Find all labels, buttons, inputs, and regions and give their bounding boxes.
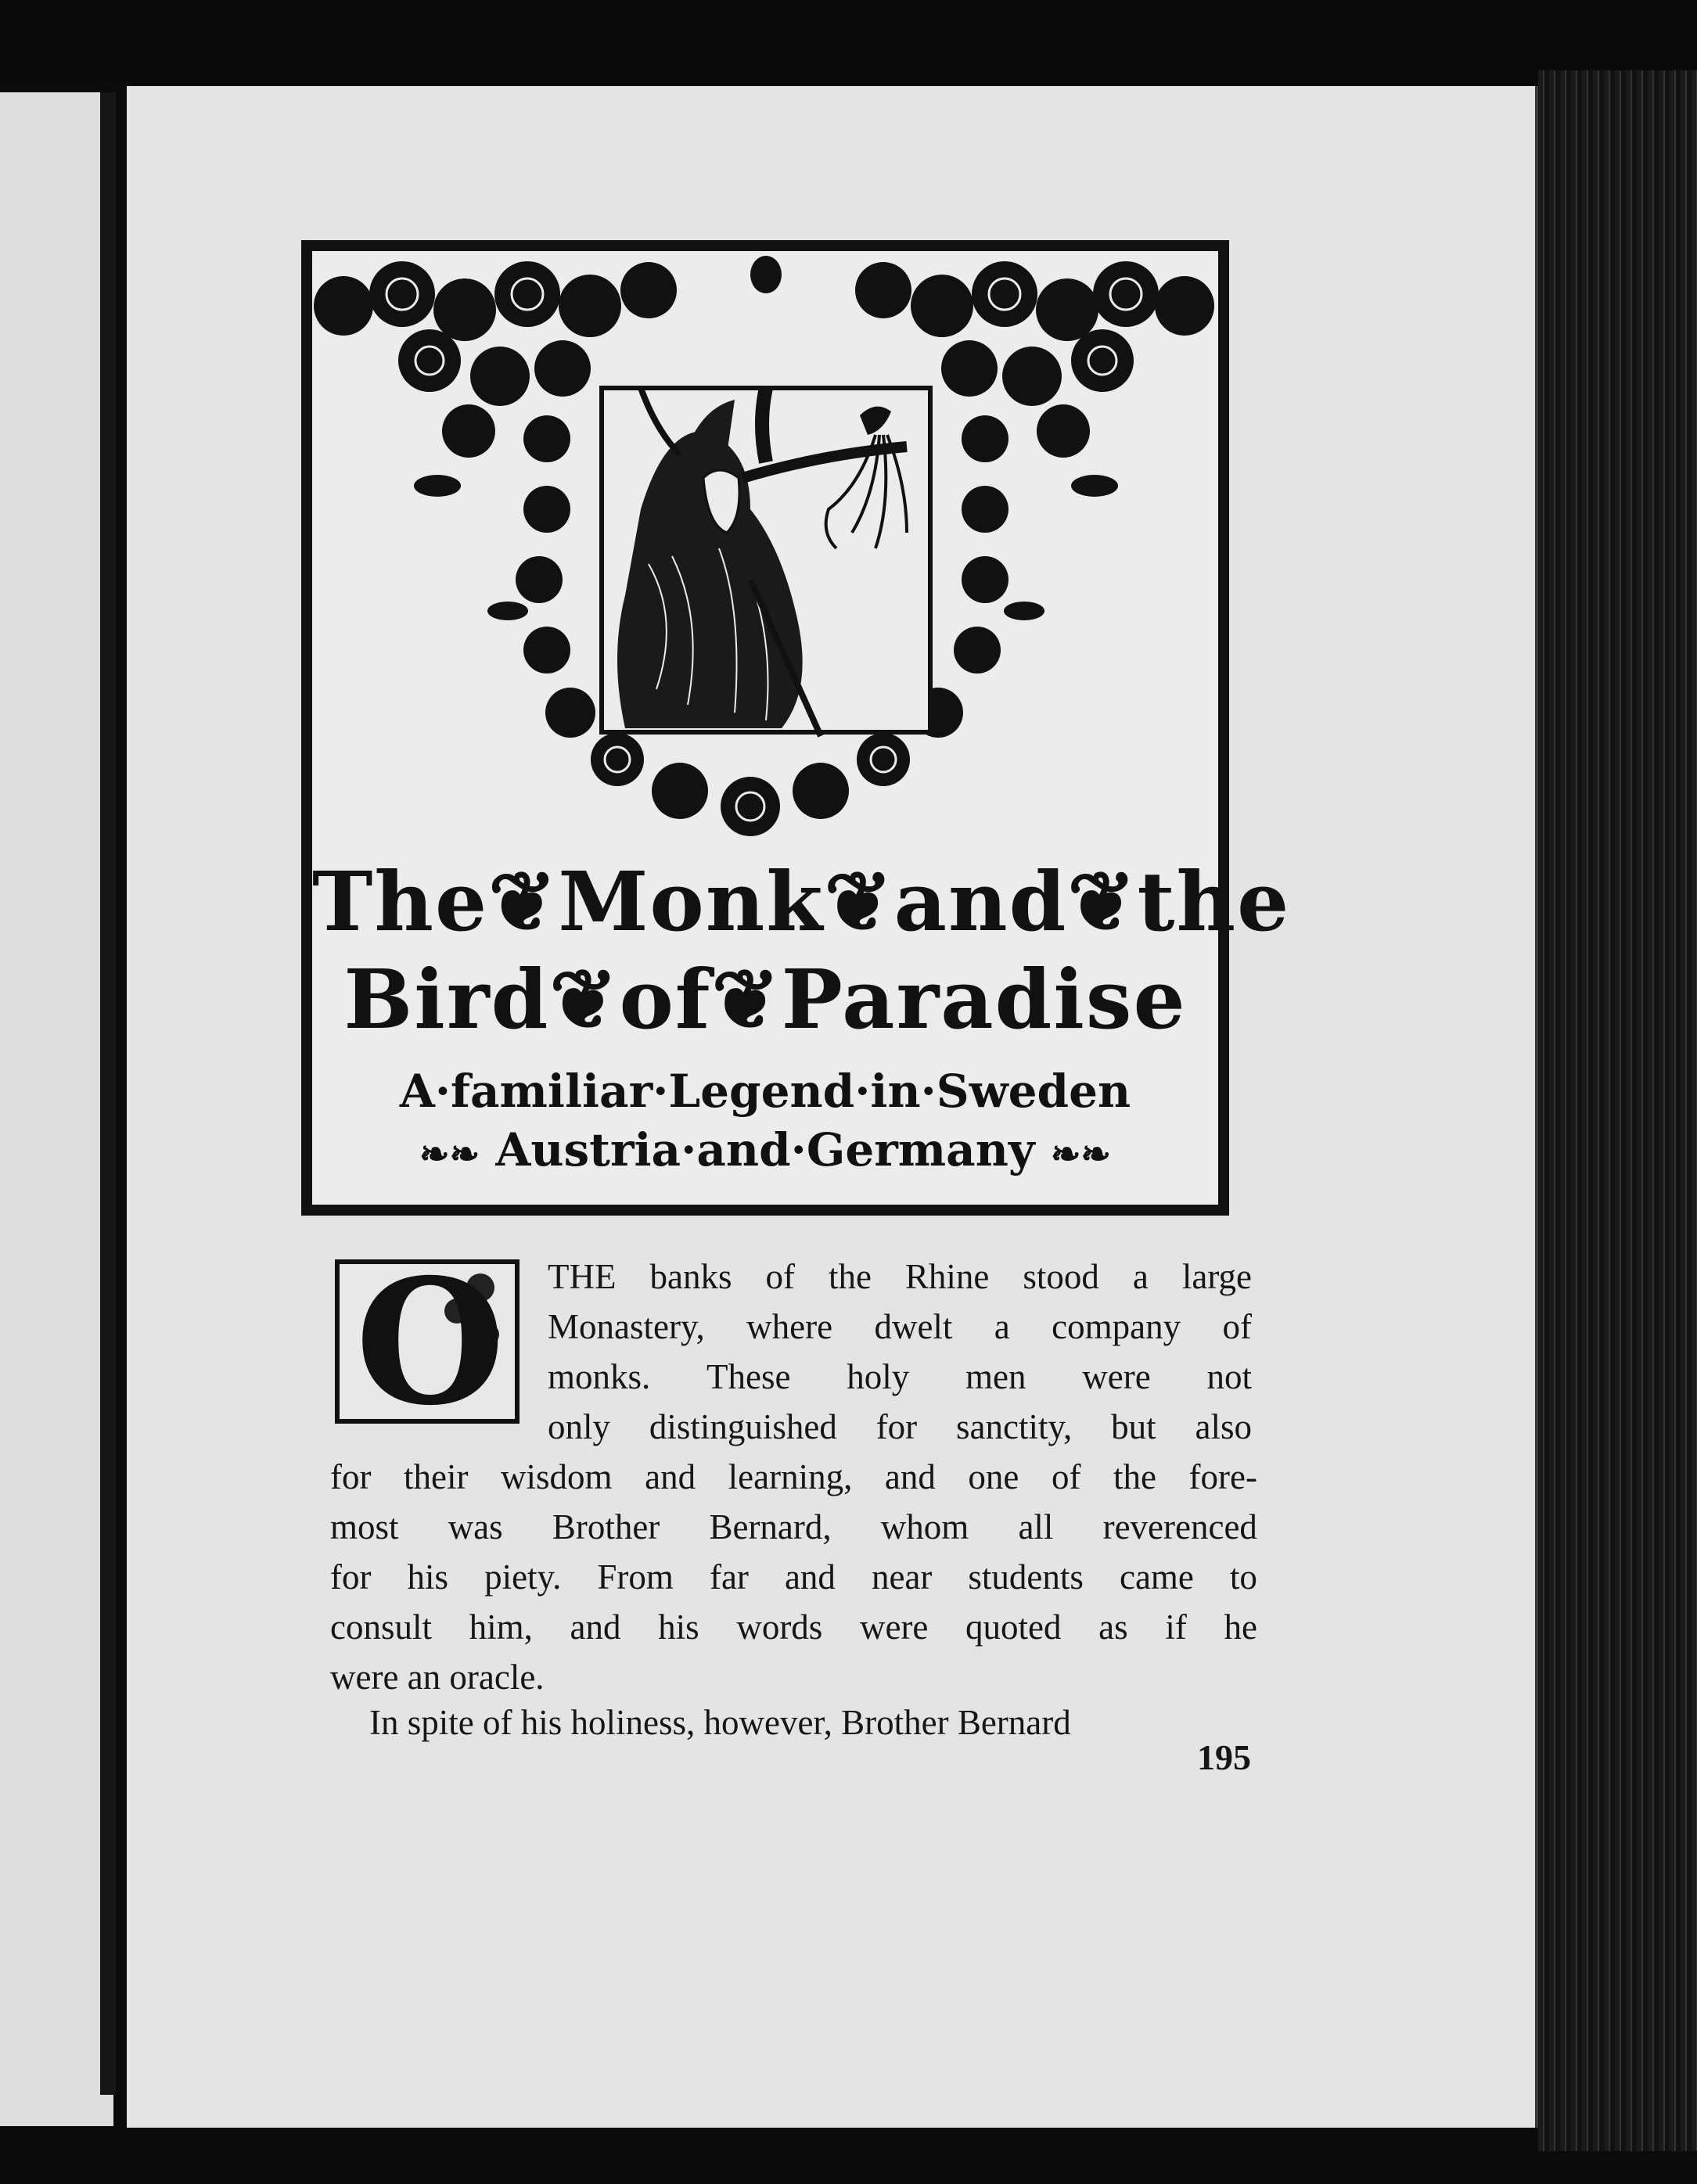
word: Brother: [552, 1507, 660, 1546]
word: were: [1082, 1357, 1151, 1396]
word: to: [1229, 1557, 1257, 1597]
word: for: [330, 1457, 372, 1496]
word: his: [407, 1557, 449, 1597]
text-line: [548, 1402, 1252, 1452]
word: Monastery,: [548, 1307, 705, 1346]
word: their: [404, 1457, 469, 1496]
facing-page-edge: [0, 92, 113, 2126]
word: as: [1098, 1607, 1128, 1647]
word: was: [448, 1507, 503, 1546]
word: and: [884, 1457, 936, 1496]
word: the: [828, 1257, 872, 1296]
word: all: [1018, 1507, 1054, 1546]
word: of: [1222, 1307, 1252, 1346]
text-line: [330, 1552, 1257, 1602]
word: consult: [330, 1607, 432, 1647]
word: most: [330, 1507, 399, 1546]
page-number: 195: [1197, 1737, 1251, 1777]
title-line-1: The❦Monk❦and❦the: [312, 853, 1291, 950]
word: wisdom: [501, 1457, 613, 1496]
word: sanctity,: [956, 1407, 1073, 1446]
text-line: [548, 1352, 1252, 1402]
word: far: [709, 1557, 749, 1597]
text-line: [330, 1502, 1257, 1552]
word: only: [548, 1407, 611, 1446]
word: monks.: [548, 1357, 651, 1396]
page-edges: [1538, 70, 1697, 2151]
word: piety.: [484, 1557, 562, 1597]
text-line: [330, 1452, 1257, 1502]
word: of: [1051, 1457, 1081, 1496]
word: his: [658, 1607, 699, 1647]
book-gutter: [100, 92, 116, 2095]
flourish-right-icon: ❧❧: [1050, 1133, 1111, 1175]
word: if: [1165, 1607, 1187, 1647]
subtitle-line-2-text: Austria·and·Germany: [495, 1123, 1035, 1176]
title-line-2: Bird❦of❦Paradise: [343, 951, 1187, 1047]
word: a: [1132, 1257, 1149, 1296]
word: banks: [649, 1257, 732, 1296]
word: holy: [847, 1357, 910, 1396]
drop-cap: [335, 1241, 520, 1443]
word: students: [968, 1557, 1084, 1597]
text-line: [330, 1652, 1257, 1702]
word: one: [968, 1457, 1019, 1496]
word: distinguished: [649, 1407, 837, 1446]
word: learning,: [728, 1457, 853, 1496]
monk-bird-illustration: [312, 251, 1218, 877]
word: reverenced: [1102, 1507, 1257, 1546]
word: him,: [469, 1607, 533, 1647]
word: THE: [548, 1257, 617, 1296]
word: not: [1206, 1357, 1252, 1396]
subtitle-line-2: [312, 1123, 1218, 1176]
word: were an oracle.: [330, 1658, 545, 1697]
word: he: [1224, 1607, 1257, 1647]
word: men: [965, 1357, 1026, 1396]
word: From: [597, 1557, 674, 1597]
text-line: [548, 1302, 1252, 1352]
word: near: [871, 1557, 933, 1597]
word: also: [1195, 1407, 1252, 1446]
word: Bernard,: [709, 1507, 832, 1546]
word: stood: [1023, 1257, 1099, 1296]
word: Rhine: [904, 1257, 990, 1296]
word: words: [736, 1607, 823, 1647]
word: were: [859, 1607, 929, 1647]
opening-lines: [548, 1252, 1252, 1452]
word: fore-: [1188, 1457, 1257, 1496]
drop-cap-letter: O: [355, 1241, 505, 1443]
body-paragraph: [330, 1452, 1257, 1702]
title-frame: [301, 240, 1291, 1216]
word: for: [875, 1407, 918, 1446]
word: came: [1119, 1557, 1194, 1597]
word: quoted: [965, 1607, 1062, 1647]
word: for: [330, 1557, 372, 1597]
word: the: [1113, 1457, 1156, 1496]
flourish-left-icon: ❧❧: [419, 1133, 480, 1175]
text-line: [330, 1602, 1257, 1652]
word: company: [1052, 1307, 1181, 1346]
word: but: [1111, 1407, 1156, 1446]
word: of: [765, 1257, 795, 1296]
word: whom: [880, 1507, 969, 1546]
word: and: [645, 1457, 696, 1496]
word: a: [994, 1307, 1010, 1346]
subtitle-line-1: A·familiar·Legend·in·Sweden: [399, 1065, 1131, 1118]
next-paragraph: In spite of his holiness, however, Brother Bernard: [369, 1703, 1071, 1742]
text-line: [548, 1252, 1252, 1302]
word: where: [746, 1307, 833, 1346]
word: dwelt: [874, 1307, 953, 1346]
word: and: [784, 1557, 836, 1597]
word: These: [706, 1357, 791, 1396]
word: large: [1181, 1257, 1252, 1296]
scan-background: [0, 0, 1697, 86]
word: and: [570, 1607, 621, 1647]
